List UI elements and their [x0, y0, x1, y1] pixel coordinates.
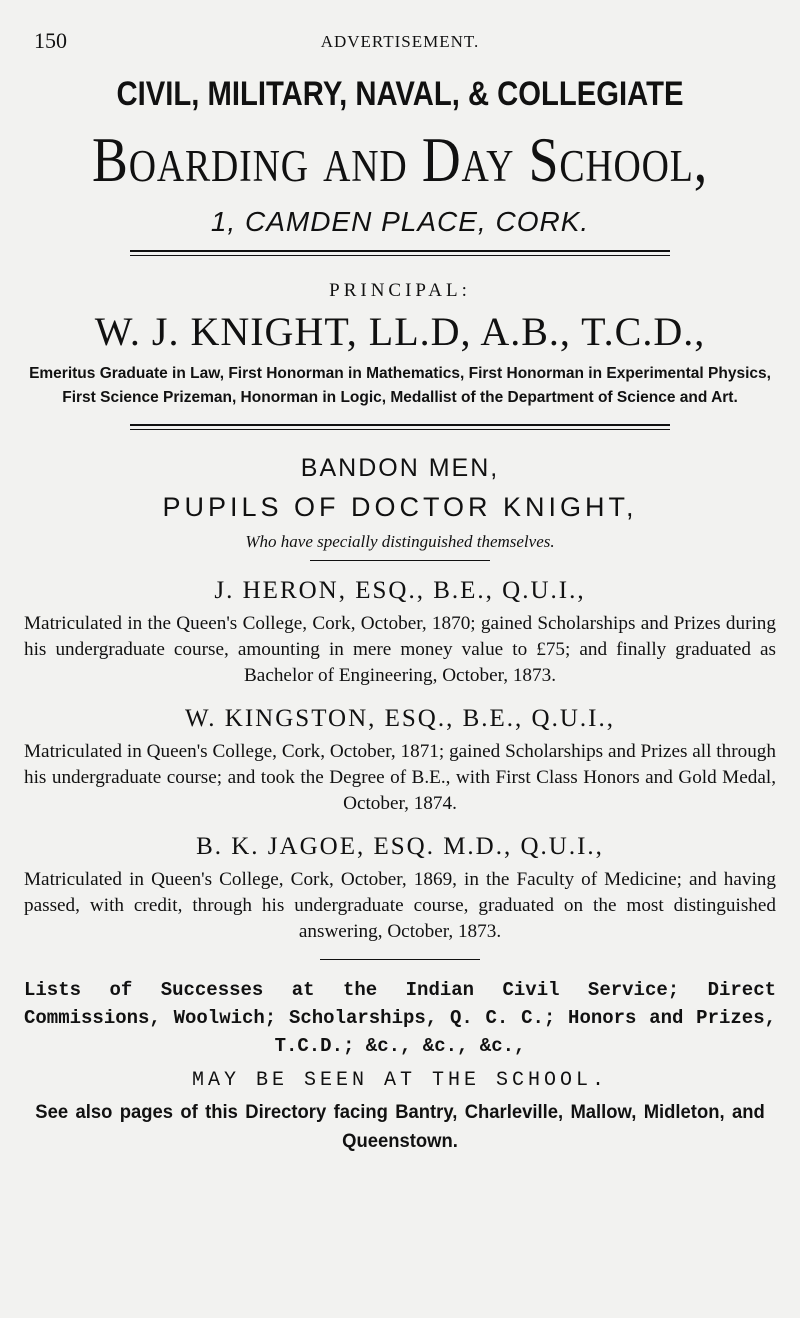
short-divider [310, 560, 490, 561]
principal-label: PRINCIPAL: [329, 280, 471, 301]
principal-credentials: Emeritus Graduate in Law, First Honorman in Mathematics, First Honorman in Experimental Physics, First Science Prizeman, Honorman in Logic, Medallist of the Department of Science and Art. [29, 365, 771, 406]
pupil-entry [24, 703, 776, 817]
page-number: 150 [34, 28, 67, 53]
pupil-description: Matriculated in the Queen's College, Cork, October, 1870; gained Scholarships and Prizes during his undergraduate course, amounting in mere money value to £75; and finally graduated as Bachelor of Engineering, October, 1873. [24, 613, 776, 686]
pupil-entry [24, 831, 776, 945]
running-head: ADVERTISEMENT. [320, 32, 480, 51]
principal-name: W. J. KNIGHT, LL.D, A.B., T.C.D., [94, 309, 706, 354]
pupil-description: Matriculated in Queen's College, Cork, October, 1871; gained Scholarships and Prizes all through his undergraduate course; and took the Degree of B.E., with First Class Honors and Gold Medal, October, 1874. [24, 741, 776, 814]
pupil-entry [24, 575, 776, 689]
section-subheading: Who have specially distinguished themselves. [245, 532, 555, 551]
school-address: 1, CAMDEN PLACE, CORK. [210, 206, 590, 237]
pupil-name: J. HERON, ESQ., B.E., Q.U.I., [214, 577, 586, 604]
see-also-note: See also pages of this Directory facing Bantry, Charleville, Mallow, Midleton, and Queenstown. [35, 1102, 765, 1152]
page-header [24, 0, 776, 53]
school-name: Boarding and Day School, [91, 124, 709, 195]
divider-rule [130, 250, 670, 256]
section-heading-pupils: PUPILS OF DOCTOR KNIGHT, [162, 492, 638, 522]
section-heading: BANDON MEN, [300, 454, 500, 482]
pupil-name: W. KINGSTON, ESQ., B.E., Q.U.I., [185, 705, 615, 732]
successes-list: Lists of Successes at the Indian Civil Service; Direct Commissions, Woolwich; Scholarships, Q. C. C.; Honors and Prizes, T.C.D.; &c., &c., &c., [24, 979, 776, 1057]
school-type-line: CIVIL, MILITARY, NAVAL, & COLLEGIATE [116, 75, 684, 113]
pupil-description: Matriculated in Queen's College, Cork, October, 1869, in the Faculty of Medicine; and having passed, with credit, through his undergraduate course, graduated on the most distinguished answering, October, 1873. [24, 869, 776, 942]
divider-rule [130, 424, 670, 430]
pupil-name: B. K. JAGOE, ESQ. M.D., Q.U.I., [196, 833, 604, 860]
short-divider [320, 959, 480, 960]
seen-at-school: MAY BE SEEN AT THE SCHOOL. [191, 1069, 609, 1092]
